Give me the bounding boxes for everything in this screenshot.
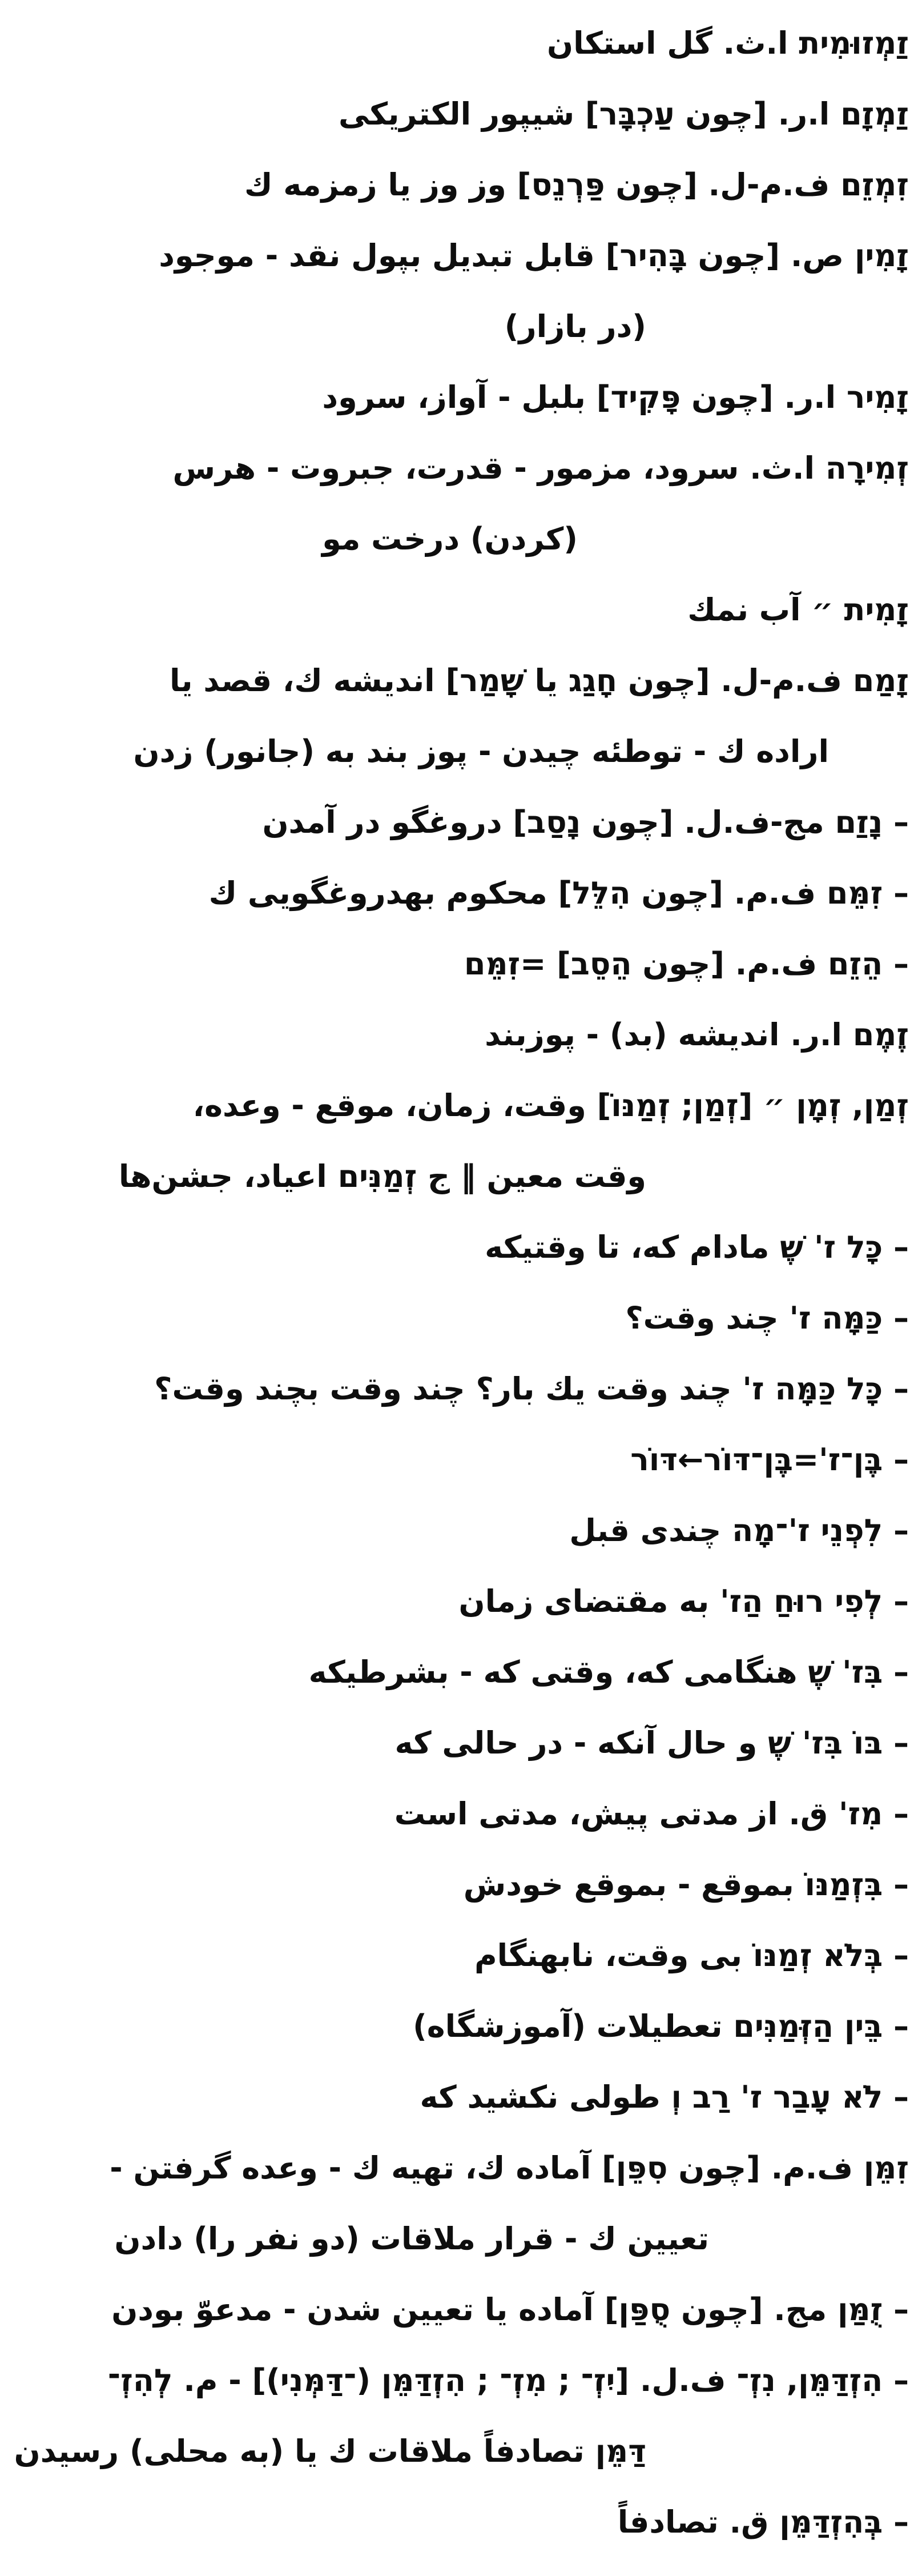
subentry-lo-avar-zman-rav: – לֹא עָבַר ז' רַב וְ طولى نكشيد كه <box>420 2079 909 2115</box>
entry-zamin: זָמִין ص. [چون בָּהִיר] قابل تبديل بپول نقد - موجود <box>159 238 909 274</box>
subentry-belo-zmano: – בְּלֹא זְמַנּוֹ بى وقت، نابهنگام <box>474 1937 909 1973</box>
subentry-bizmano: – בִּזְמַנּוֹ بموقع - بموقع خودش <box>463 1867 909 1903</box>
entry-zamam-continuation: اراده ك - توطئه چيدن - پوز بند به (جانور) زدن <box>133 733 829 769</box>
entry-zmira: זְמִירָה ا.ث. سرود، مزمور - قدرت، جبروت - هرس <box>172 450 909 486</box>
entry-zamam: זָמַם ف.م-ل. [چون חָגַג يا שָׁמַר] انديشه ك، قصد يا <box>169 663 909 699</box>
entry-zman-continuation: وقت معين ‖ ج זְמַנִּים اعياد، جشن‌ها <box>118 1158 646 1194</box>
subentry-kol-zman-she: – כָּל ז' שֶׁ مادام كه، تا وقتيكه <box>485 1229 909 1265</box>
subentry-hezem: – הֵזֵם ف.م. [چون הֵסֵב] =זִמֵּם <box>464 946 909 982</box>
subentry-bein-hazmanim: – בֵּין הַזְּמַנִּים تعطيلات (آموزشگاه) <box>413 2008 909 2044</box>
subentry-ben-zman: – בֶּן־ז'=בֶּן־דּוֹר←דּוֹר <box>630 1442 909 1478</box>
subentry-mizman: – מִז' ق. از مدتى پيش، مدتى است <box>394 1796 909 1832</box>
entry-zamzam: זַמְזָם ا.ر. [چون עַכְבָּר] شيپور الكتريكى <box>339 96 909 132</box>
subentry-nazam: – נָזַם مج-ف.ل. [چون נָסַב] دروغگو در آمدن <box>262 804 909 840</box>
entry-zimen: זִמֵּן ف.م. [چون סִפֵּן] آماده ك، تهيه ك - وعده گرفتن - <box>110 2150 909 2186</box>
entry-zemem: זֶמֶם ا.ر. انديشه (بد) - پوزبند <box>485 1017 909 1053</box>
subentry-lifnei-zman-ma: – לִפְנֵי ז'־מָה چندى قبل <box>569 1512 909 1548</box>
subentry-bo-bizman-she: – בּוֹ בִּז' שֶׁ و حال آنكه - در حالى كه <box>394 1725 909 1761</box>
subentry-kama-zman: – כַּמָּה ז' چند وقت؟ <box>625 1300 909 1336</box>
entry-zamin-continuation: (در بازار) <box>504 308 646 344</box>
entry-zimzem: זִמְזֵם ف.م-ل. [چون פַּרְנֵס] وز وز يا زمزمه ك <box>244 167 909 203</box>
subentry-behizdamen: – בְּהִזְדַּמֵּן ق. تصادفاً <box>617 2504 909 2540</box>
entry-zimen-continuation: تعيين ك - قرار ملاقات (دو نفر را) دادن <box>114 2221 709 2257</box>
subentry-hizdamen-continuation: דַּמֵּן تصادفاً ملاقات ك يا (به محلى) رسيدن <box>14 2433 646 2469</box>
entry-zamir: זָמִיר ا.ر. [چون פָּקִיד] بلبل - آواز، سرود <box>322 379 909 415</box>
subentry-kol-kama-zman: – כָּל כַּמָּה ז' چند وقت يك بار؟ چند وقت بچند وقت؟ <box>154 1371 909 1407</box>
entry-zamit: זָמִית ״ آب نمك <box>687 592 909 628</box>
subentry-zuman: – זֻמַּן مج. [چون סֻפַּן] آماده يا تعيين شدن - مدعوّ بودن <box>111 2292 909 2328</box>
subentry-zimem: – זִמֵּם ف.م. [چون הִלֵּל] محكوم بهدروغگويى ك <box>208 875 909 911</box>
subentry-lefi-ruach-hazman: – לְפִי רוּחַ הַז' به مقتضاى زمان <box>458 1583 909 1619</box>
entry-zamzumit: זַמְזוּמִית ا.ث. گل استكان <box>547 25 909 61</box>
subentry-hizdamen: – הִזְדַּמֵּן, נִזְ־ ف.ل. [יִזְ־ ; מִזְ־ ; הִזְדַּמֵּן (־דַּמְּנִי)] - م. לְהִזְ־ <box>107 2362 909 2398</box>
entry-zman: זְמַן, זְמָן ״ [זְמַן; זְמַנּוֹ] وقت، زمان، موقع - وعده، <box>192 1088 909 1124</box>
subentry-bizman-she: – בִּז' שֶׁ هنگامى كه، وقتى كه - بشرطيكه <box>308 1654 909 1690</box>
entry-zmira-continuation: (كردن) درخت مو <box>322 521 578 557</box>
